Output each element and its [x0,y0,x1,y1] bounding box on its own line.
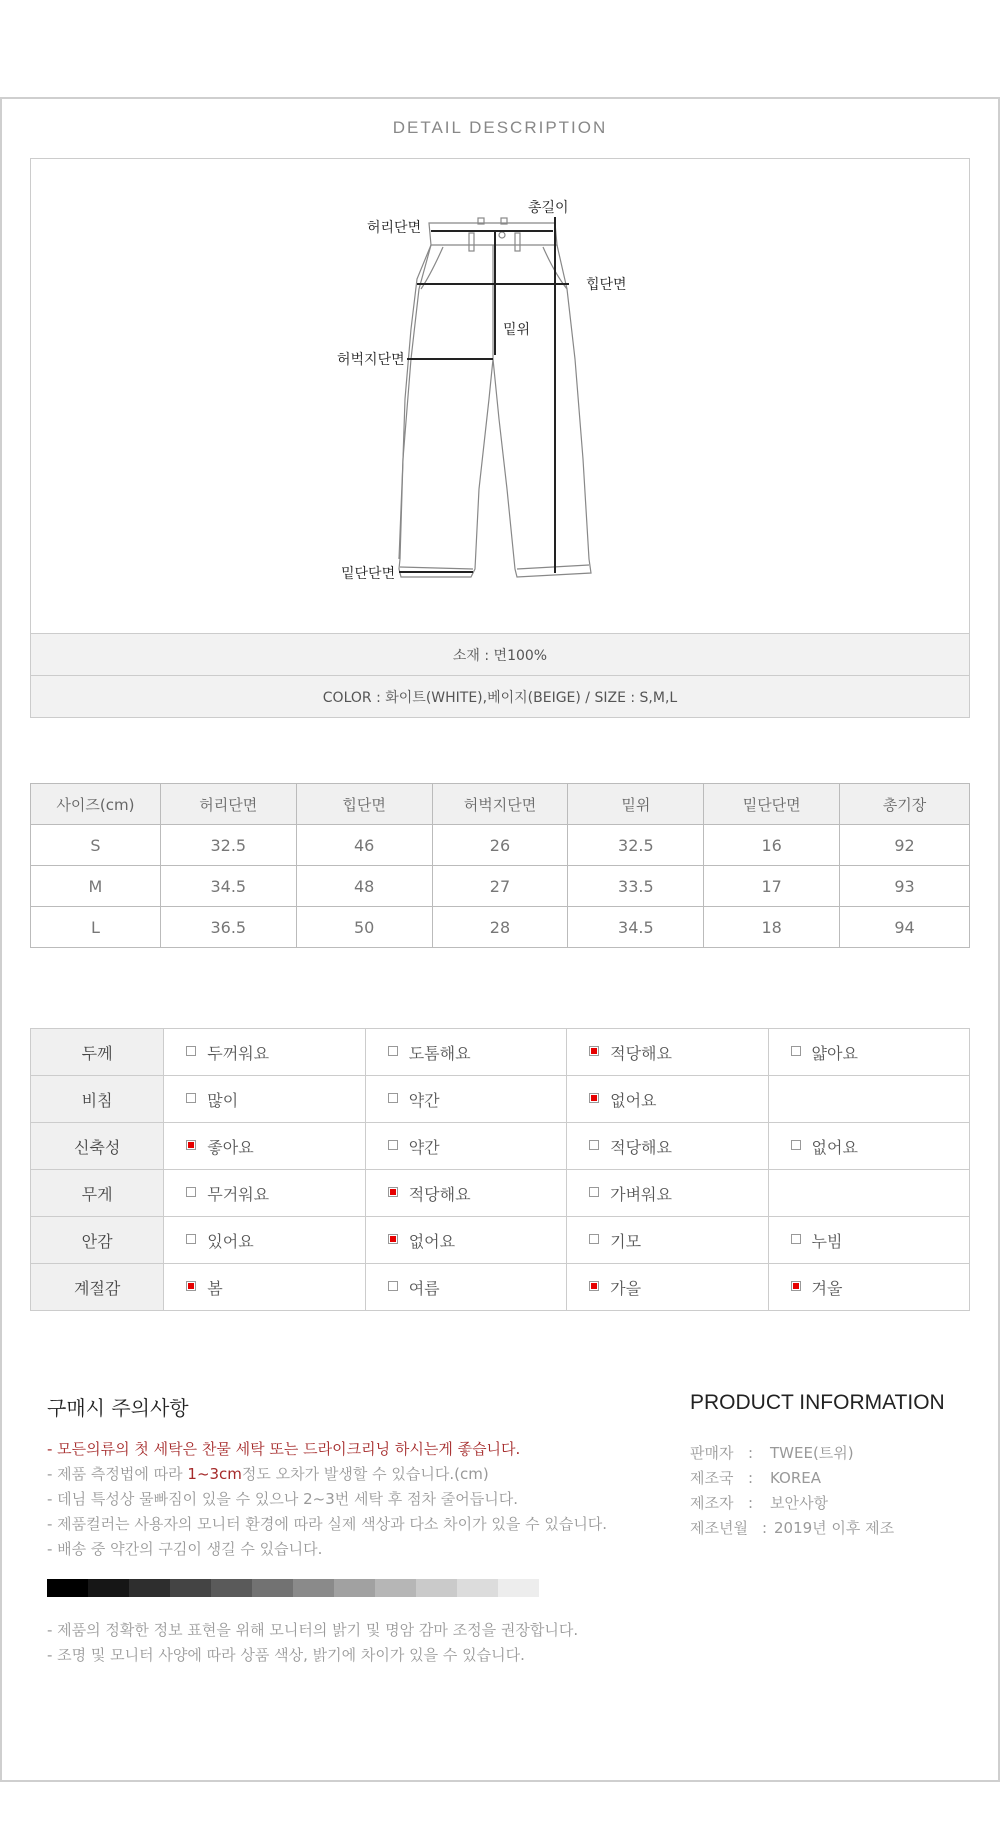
size-header-cell: 총기장 [840,784,970,825]
unchecked-checkbox-icon [589,1187,599,1197]
property-option-cell [365,1264,566,1311]
size-row-l [31,907,970,948]
size-cell: 94 [840,907,970,948]
label-rise: 밑위 [503,322,531,338]
product-information-title: PRODUCT INFORMATION [690,1391,945,1414]
notice-measurement [47,1462,607,1487]
property-option-cell [567,1076,768,1123]
size-cell: 17 [704,866,840,907]
unchecked-checkbox-icon [589,1140,599,1150]
label-hip: 힙단면 [586,277,627,293]
monitor-notes [47,1618,578,1668]
notice-measurement-prefix: - 제품 측정법에 따라 [47,1465,188,1483]
property-option-cell [768,1170,969,1217]
property-option-label: 도톰해요 [408,1043,471,1063]
property-option-label: 많이 [207,1090,239,1110]
property-option-cell [365,1217,566,1264]
size-cell: 33.5 [568,866,704,907]
size-cell: 93 [840,866,970,907]
property-option-cell [164,1076,365,1123]
property-option-label: 기모 [610,1231,642,1251]
notice-shipping: - 배송 중 약간의 구김이 생길 수 있습니다. [47,1540,323,1558]
detail-description-title: DETAIL DESCRIPTION [392,118,608,137]
size-cell: 26 [432,825,568,866]
product-info-maker: 제조자 : 보안사항 [690,1494,828,1512]
product-info-seller: 판매자 : TWEE(트위) [690,1444,854,1462]
property-row [31,1264,970,1311]
gray-scale-swatch [334,1579,375,1597]
label-total-length: 총길이 [528,200,569,216]
color-size-row: COLOR : 화이트(WHITE),베이지(BEIGE) / SIZE : S,M,L [30,675,970,718]
property-option-label: 약간 [408,1137,440,1157]
gray-scale-swatch [47,1579,88,1597]
gray-scale-swatch [457,1579,498,1597]
property-option-label: 없어요 [811,1137,858,1157]
property-option-label: 없어요 [408,1231,456,1251]
size-cell: 27 [432,866,568,907]
property-option-label: 있어요 [207,1231,254,1251]
property-option-label: 봄 [207,1278,223,1298]
product-info-origin: 제조국 : KOREA [690,1469,821,1487]
unchecked-checkbox-icon [388,1093,398,1103]
gray-scale-swatch [498,1579,539,1597]
property-option-cell [365,1170,566,1217]
size-cell: 34.5 [160,866,296,907]
notice-color: - 제품컬러는 사용자의 모니터 환경에 따라 실제 색상과 다소 차이가 있을 수 있습니다. [47,1515,608,1533]
size-header-cell: 허벅지단면 [432,784,568,825]
checked-checkbox-icon [589,1281,599,1291]
property-option-label: 없어요 [610,1090,657,1110]
size-cell: 28 [432,907,568,948]
property-option-label: 두꺼워요 [207,1043,270,1063]
unchecked-checkbox-icon [791,1140,801,1150]
property-option-cell [567,1170,768,1217]
property-row [31,1076,970,1123]
checked-checkbox-icon [186,1281,196,1291]
property-option-cell [768,1264,969,1311]
property-option-cell [164,1170,365,1217]
gray-scale-swatch [416,1579,457,1597]
size-cell: 32.5 [568,825,704,866]
notice-first-wash: - 모든의류의 첫 세탁은 찬물 세탁 또는 드라이크리닝 하시는게 좋습니다. [47,1440,521,1458]
property-row-label: 안감 [31,1217,164,1264]
property-option-cell [567,1264,768,1311]
label-hem: 밑단단면 [341,566,396,582]
size-cell: 48 [296,866,432,907]
monitor-note-2: - 조명 및 모니터 사양에 따라 상품 색상, 밝기에 차이가 있을 수 있습니다. [47,1646,525,1664]
size-cell: M [31,866,161,907]
checked-checkbox-icon [589,1093,599,1103]
label-thigh: 허벅지단면 [337,352,405,368]
size-cell: S [31,825,161,866]
property-option-label: 무거워요 [207,1184,270,1204]
purchase-notice-list [47,1437,607,1562]
property-option-cell [567,1123,768,1170]
property-row-label: 비침 [31,1076,164,1123]
size-header-cell: 사이즈(cm) [31,784,161,825]
size-cell: 34.5 [568,907,704,948]
property-row [31,1217,970,1264]
property-row-label: 계절감 [31,1264,164,1311]
property-option-cell [164,1029,365,1076]
property-option-label: 적당해요 [610,1137,672,1157]
property-option-cell [768,1029,969,1076]
size-row-s [31,825,970,866]
property-option-label: 약간 [408,1090,440,1110]
property-option-label: 가을 [610,1278,642,1298]
unchecked-checkbox-icon [791,1234,801,1244]
size-cell: 32.5 [160,825,296,866]
size-cell: 46 [296,825,432,866]
property-option-cell [164,1123,365,1170]
property-option-label: 얇아요 [811,1043,858,1063]
size-cell: L [31,907,161,948]
property-row-label: 두께 [31,1029,164,1076]
checked-checkbox-icon [388,1187,398,1197]
notice-denim: - 데님 특성상 물빠짐이 있을 수 있으나 2~3번 세탁 후 점차 줄어듭니다. [47,1490,519,1508]
size-cell: 16 [704,825,840,866]
property-row-label: 무게 [31,1170,164,1217]
gray-scale-swatch [252,1579,293,1597]
fabric-property-table [30,1028,970,1311]
checked-checkbox-icon [186,1140,196,1150]
property-option-cell [164,1264,365,1311]
unchecked-checkbox-icon [388,1046,398,1056]
property-option-label: 적당해요 [610,1043,672,1063]
unchecked-checkbox-icon [186,1046,196,1056]
size-header-cell: 허리단면 [160,784,296,825]
property-row-label: 신축성 [31,1123,164,1170]
property-option-cell [768,1123,969,1170]
property-option-label: 가벼워요 [610,1184,672,1204]
property-option-cell [164,1217,365,1264]
monitor-note-1: - 제품의 정확한 정보 표현을 위해 모니터의 밝기 및 명암 감마 조정을 권장합니다. [47,1621,579,1639]
checked-checkbox-icon [791,1281,801,1291]
size-table-header-row [31,784,970,825]
gray-scale-swatch [170,1579,211,1597]
property-option-cell [567,1029,768,1076]
notice-measurement-highlight: 1~3cm [187,1465,242,1483]
property-row [31,1123,970,1170]
property-row [31,1029,970,1076]
unchecked-checkbox-icon [388,1281,398,1291]
unchecked-checkbox-icon [186,1187,196,1197]
monitor-gray-scale-bar [47,1579,539,1597]
gray-scale-swatch [293,1579,334,1597]
gray-scale-swatch [129,1579,170,1597]
size-header-cell: 밑단단면 [704,784,840,825]
material-row: 소재 : 면100% [30,633,970,676]
property-option-label: 여름 [408,1278,440,1298]
checked-checkbox-icon [589,1046,599,1056]
property-option-label: 누빔 [811,1231,843,1251]
property-option-cell [365,1029,566,1076]
size-cell: 18 [704,907,840,948]
pants-measurement-diagram [30,158,970,634]
product-info-date: 제조년월 : 2019년 이후 제조 [690,1519,895,1537]
notice-measurement-suffix: 정도 오차가 발생할 수 있습니다.(cm) [241,1465,489,1483]
label-waist: 허리단면 [367,220,422,236]
unchecked-checkbox-icon [186,1234,196,1244]
size-header-cell: 밑위 [568,784,704,825]
property-option-cell [768,1217,969,1264]
unchecked-checkbox-icon [589,1234,599,1244]
size-header-cell: 힙단면 [296,784,432,825]
unchecked-checkbox-icon [791,1046,801,1056]
property-option-label: 좋아요 [207,1137,254,1157]
size-cell: 36.5 [160,907,296,948]
gray-scale-swatch [211,1579,252,1597]
pants-illustration [31,159,971,635]
size-row-m [31,866,970,907]
size-cell: 50 [296,907,432,948]
property-option-cell [567,1217,768,1264]
property-row [31,1170,970,1217]
gray-scale-swatch [375,1579,416,1597]
unchecked-checkbox-icon [186,1093,196,1103]
gray-scale-swatch [88,1579,129,1597]
property-option-label: 겨울 [811,1278,843,1298]
property-option-cell [365,1123,566,1170]
unchecked-checkbox-icon [388,1140,398,1150]
checked-checkbox-icon [388,1234,398,1244]
purchase-notice-title: 구매시 주의사항 [47,1396,189,1420]
size-table [30,783,970,948]
size-cell: 92 [840,825,970,866]
property-option-cell [768,1076,969,1123]
property-option-cell [365,1076,566,1123]
property-option-label: 적당해요 [408,1184,471,1204]
product-information-list [690,1441,894,1541]
